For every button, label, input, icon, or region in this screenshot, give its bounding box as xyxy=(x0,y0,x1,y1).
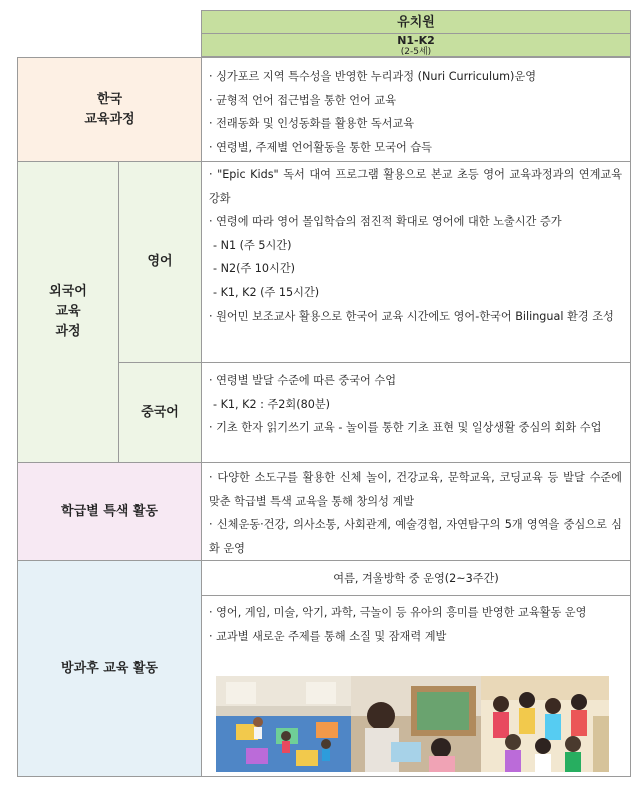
chinese-content xyxy=(201,362,631,463)
afterschool-schedule xyxy=(201,560,631,596)
english-label: 영어 xyxy=(147,254,173,269)
row-label-afterschool xyxy=(17,560,202,777)
chinese-label: 중국어 xyxy=(141,404,179,420)
header-title: 유치원 xyxy=(202,11,630,34)
list-item: · 연령에 따라 영어 몰입학습의 점진적 확대로 영어에 대한 노출시간 증가 xyxy=(209,215,562,229)
foreign-label-line3: 과정 xyxy=(55,324,81,339)
activity-photo-3 xyxy=(481,676,609,772)
header-level: N1-K2 xyxy=(397,34,435,47)
table-header xyxy=(201,10,631,57)
list-item: · 기초 한자 읽기쓰기 교육 - 놀이를 통한 기초 표현 및 일상생활 중심의 회화 수업 xyxy=(209,421,602,435)
afterschool-label: 방과후 교육 활동 xyxy=(61,660,158,676)
special-content xyxy=(201,462,631,561)
list-item: · 교과별 새로운 주제를 통해 소질 및 잠재력 계발 xyxy=(209,629,447,643)
list-item: - K1, K2 (주 15시간) xyxy=(213,285,320,299)
english-content xyxy=(201,161,631,363)
row-label-korean xyxy=(17,57,202,162)
header-age: (2-5세) xyxy=(400,47,432,57)
activity-photo-2 xyxy=(351,676,481,772)
row-label-special xyxy=(17,462,202,561)
list-item: - N2(주 10시간) xyxy=(213,262,296,276)
korean-content xyxy=(201,57,631,162)
row-label-foreign xyxy=(17,161,119,463)
korean-label-line1: 한국 xyxy=(96,91,123,107)
korean-label-line2: 교육과정 xyxy=(84,111,135,127)
list-item: · "Epic Kids" 독서 대여 프로그램 활용으로 본교 초등 영어 교육과정과의 연계교육 강화 xyxy=(209,168,622,205)
list-item: · 균형적 언어 접근법을 통한 언어 교육 xyxy=(209,93,397,107)
list-item: · 싱가포르 지역 특수성을 반영한 누리과정 (Nuri Curriculum)운영 xyxy=(209,70,537,83)
list-item: · 연령별 발달 수준에 따른 중국어 수업 xyxy=(209,374,397,387)
list-item: · 원어민 보조교사 활용으로 한국어 교육 시간에도 영어-한국어 Bilingual 환경 조성 xyxy=(209,309,614,323)
foreign-label-line2: 교육 xyxy=(55,304,81,319)
schedule-text: 여름, 겨울방학 중 운영(2~3주간) xyxy=(333,572,499,585)
list-item: · 신체운동·건강, 의사소통, 사회관계, 예술경험, 자연탐구의 5개 영역을 중심으로 심화 운영 xyxy=(209,518,622,555)
sub-label-english xyxy=(118,161,202,363)
list-item: · 연령별, 주제별 언어활동을 통한 모국어 습득 xyxy=(209,140,432,154)
list-item: - K1, K2 : 주2회(80분) xyxy=(213,397,330,411)
list-item: · 다양한 소도구를 활용한 신체 놀이, 건강교육, 문학교육, 코딩교육 등 발달 수준에 맞춘 학급별 특색 교육을 통해 창의성 계발 xyxy=(209,471,622,508)
foreign-label-line1: 외국어 xyxy=(49,284,87,299)
list-item: · 전래동화 및 인성동화를 활용한 독서교육 xyxy=(209,117,415,131)
activity-photo-1 xyxy=(216,676,351,772)
list-item: - N1 (주 5시간) xyxy=(213,238,292,252)
sub-label-chinese xyxy=(118,362,202,463)
list-item: · 영어, 게임, 미술, 악기, 과학, 극놀이 등 유아의 흥미를 반영한 교육활동 운영 xyxy=(209,606,587,619)
special-label: 학급별 특색 활동 xyxy=(61,503,158,519)
